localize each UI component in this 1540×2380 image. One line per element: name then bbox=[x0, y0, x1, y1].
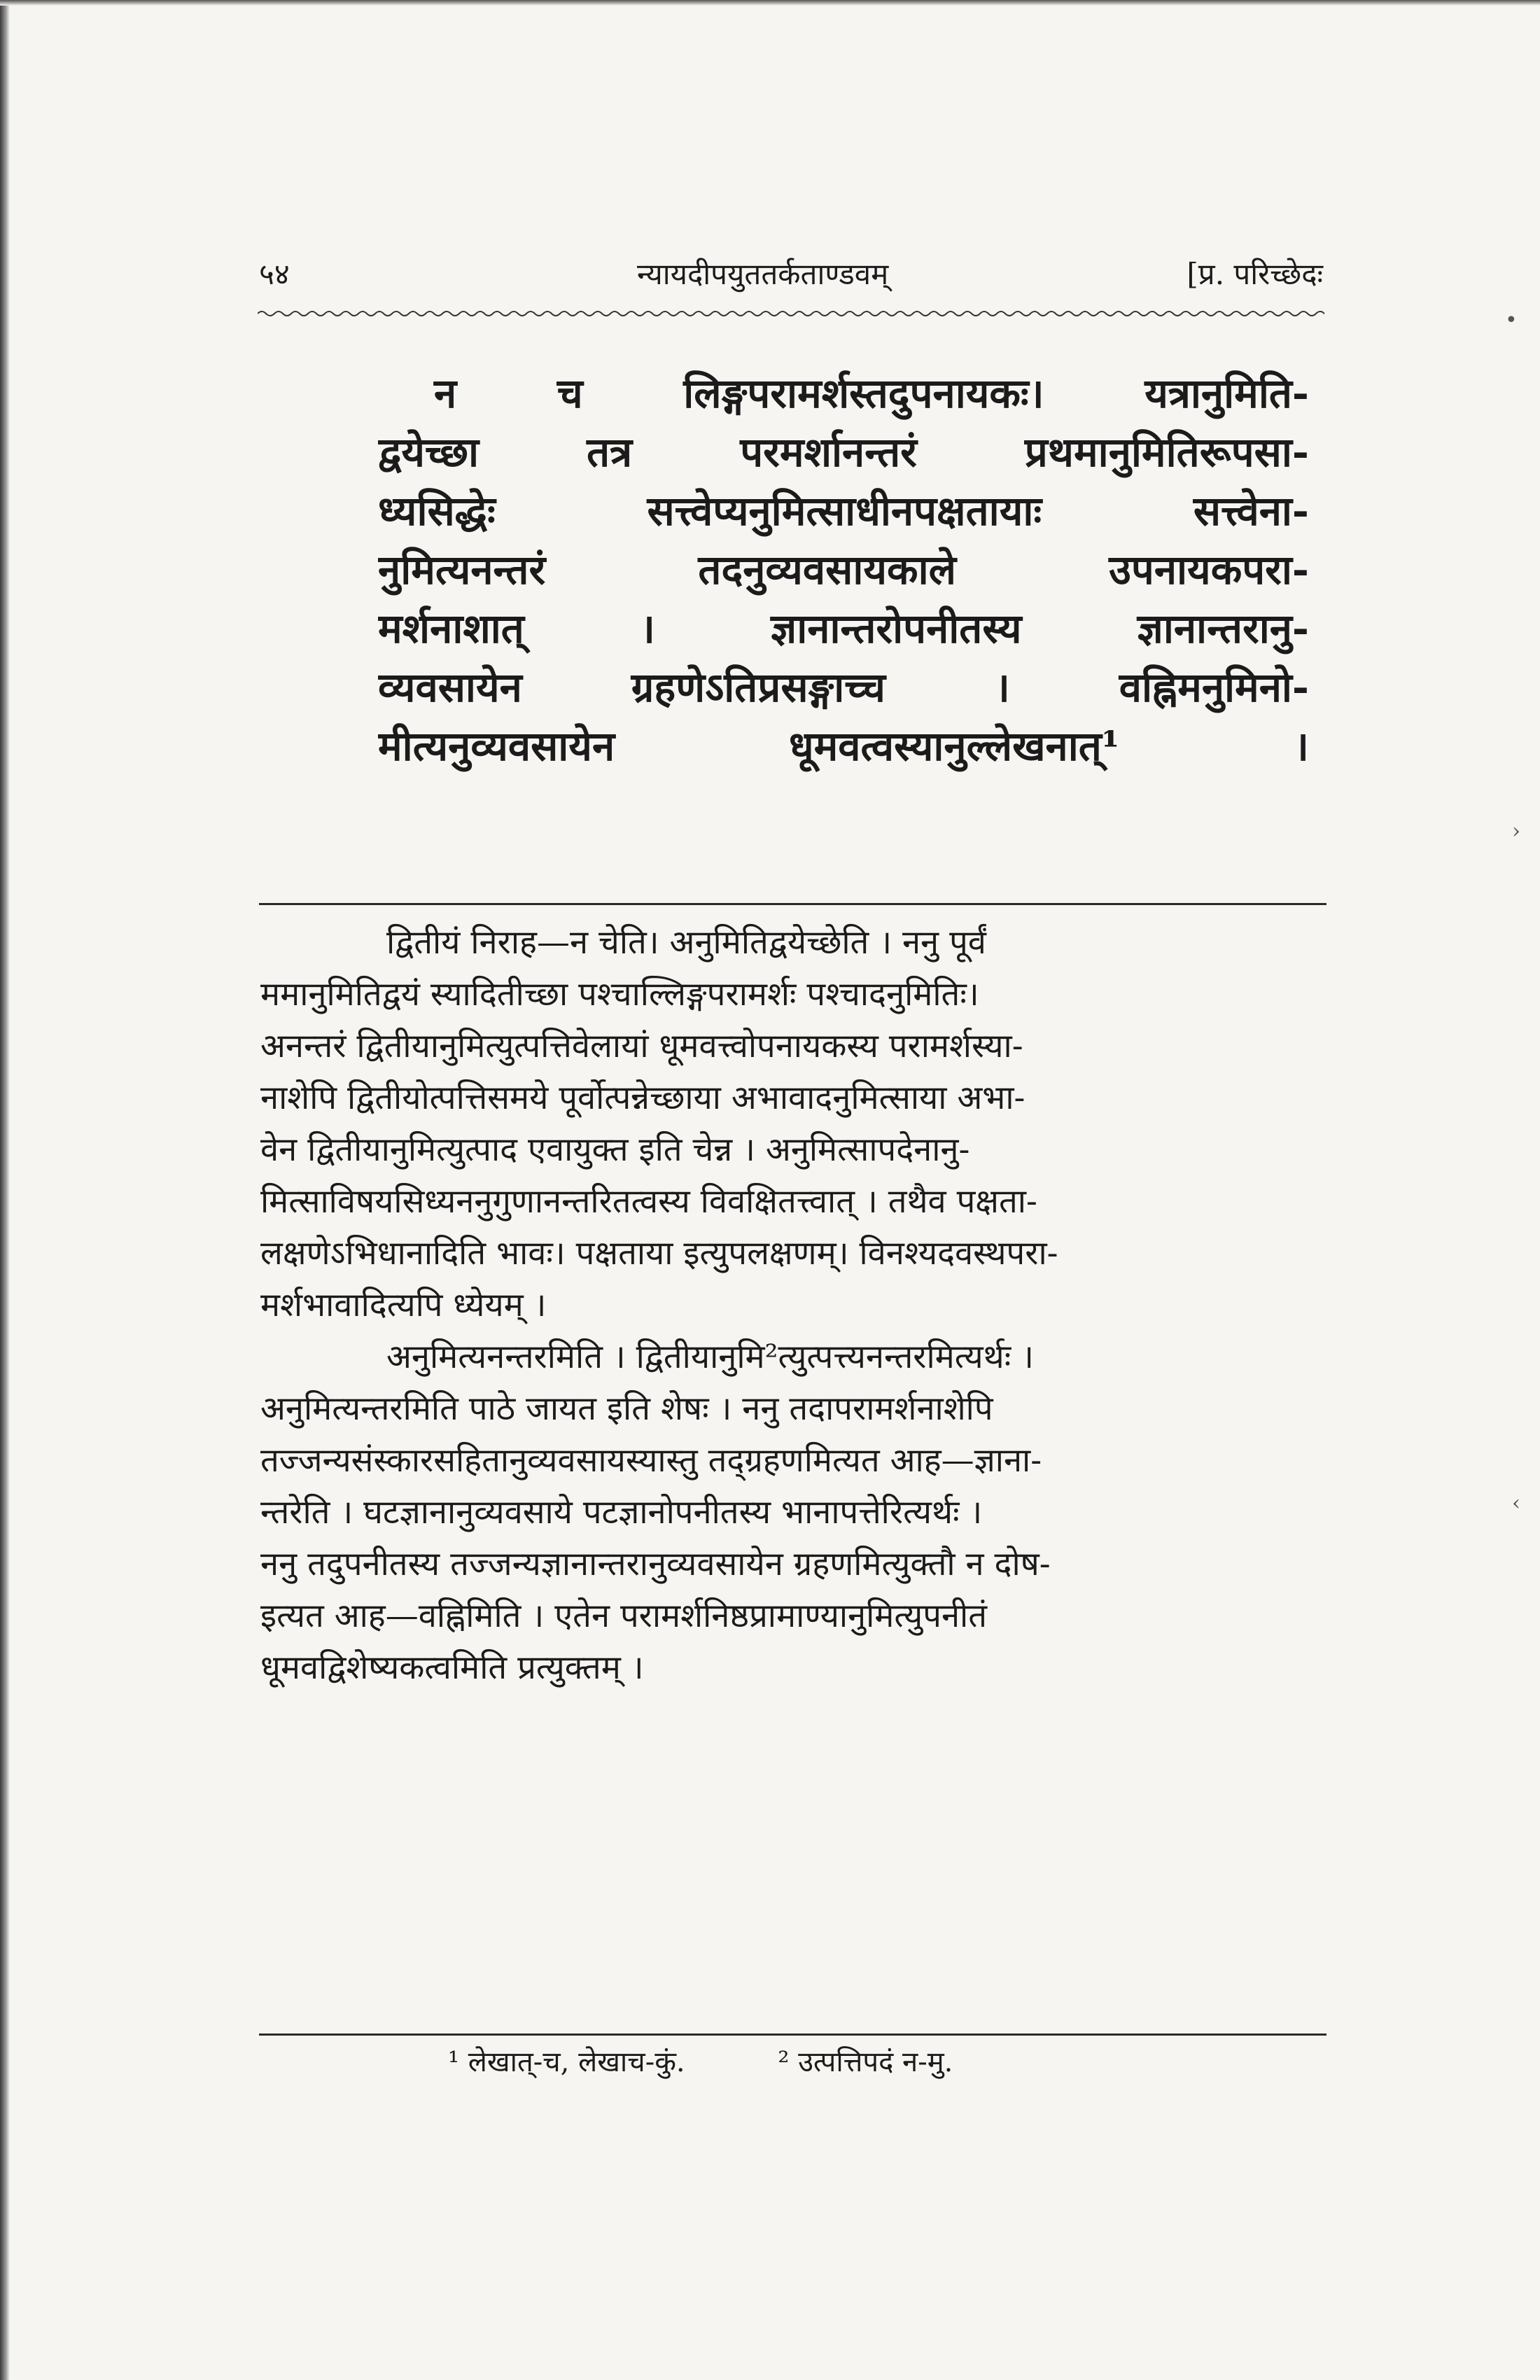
commentary-line: अनुमित्यनन्तरमिति । द्वितीयानुमि²त्युत्पत्त्यनन्तरमित्यर्थः । bbox=[386, 1338, 1034, 1376]
commentary-line: मर्शभावादित्यपि ध्येयम् । bbox=[260, 1286, 547, 1324]
verse-divider bbox=[259, 903, 1326, 905]
commentary-line: वेन द्वितीयानुमित्युत्पाद एवायुक्त इति चेन्न । अनुमित्सापदेनानु- bbox=[260, 1130, 970, 1169]
margin-speck: • bbox=[1505, 308, 1518, 332]
commentary-line: अनुमित्यन्तरमिति पाठे जायत इति शेषः । ननु तदापरामर्शनाशेपि bbox=[260, 1390, 993, 1428]
verse-line: न च लिङ्गपरामर्शस्तदुपनायकः। यत्रानुमिति- bbox=[434, 370, 1309, 417]
footnote-divider bbox=[259, 2033, 1326, 2036]
commentary-line: द्वितीयं निराह—न चेति। अनुमितिद्वयेच्छेति । ननु पूर्वं bbox=[386, 923, 986, 962]
verse-line: मर्शनाशात् । ज्ञानान्तरोपनीतस्य ज्ञानान्तरानु- bbox=[378, 605, 1309, 652]
commentary-line: मित्साविषयसिध्यननुगुणानन्तरितत्वस्य विवक्षितत्त्वात् । तथैव पक्षता- bbox=[260, 1182, 1037, 1221]
commentary-line: अनन्तरं द्वितीयानुमित्युत्पत्तिवेलायां धूमवत्त्वोपनायकस्य परामर्शस्या- bbox=[260, 1027, 1023, 1065]
commentary-text bbox=[260, 917, 1324, 1694]
margin-speck: ‹ bbox=[1512, 1491, 1520, 1516]
verse-text bbox=[378, 364, 1309, 776]
commentary-line: लक्षणेऽभिधानादिति भावः। पक्षताया इत्युपलक्षणम्। विनश्यदवस्थपरा- bbox=[260, 1234, 1058, 1273]
verse-line: ध्यसिद्धेः सत्त्वेप्यनुमित्साधीनपक्षतायाः सत्त्वेना- bbox=[378, 487, 1309, 535]
verse-line: व्यवसायेन ग्रहणेऽतिप्रसङ्गाच्च । वह्निमनुमिनो- bbox=[378, 664, 1309, 711]
running-title: न्यायदीपयुततर्कताण्डवम् bbox=[637, 257, 889, 291]
verse-line: द्वयेच्छा तत्र परमर्शानन्तरं प्रथमानुमितिरूपसा- bbox=[378, 428, 1309, 476]
margin-speck: › bbox=[1512, 819, 1520, 844]
commentary-line: धूमवद्विशेष्यकत्वमिति प्रत्युक्तम् । bbox=[260, 1648, 644, 1687]
footnotes bbox=[448, 2043, 1288, 2085]
commentary-line: तज्जन्यसंस्कारसहितानुव्यवसायस्यास्तु तद्ग्रहणमित्यत आह—ज्ञाना- bbox=[260, 1441, 1042, 1480]
commentary-line: नाशेपि द्वितीयोत्पत्तिसमये पूर्वोत्पन्नेच्छाया अभावादनुमित्साया अभा- bbox=[260, 1079, 1026, 1117]
commentary-line: न्तरेति । घटज्ञानानुव्यवसाये पटज्ञानोपनीतस्य भानापत्तेरित्यर्थः । bbox=[260, 1493, 983, 1532]
section-label: [प्र. परिच्छेदः bbox=[1186, 257, 1323, 291]
page-number: ५४ bbox=[259, 257, 290, 291]
commentary-line: इत्यत आह—वह्निमिति । एतेन परामर्शनिष्ठप्रामाण्यानुमित्युपनीतं bbox=[260, 1597, 988, 1635]
scan-edge-left bbox=[0, 0, 10, 2380]
scan-edge-top bbox=[0, 0, 1540, 6]
commentary-line: ननु तदुपनीतस्य तज्जन्यज्ञानान्तरानुव्यवसायेन ग्रहणमित्युक्तौ न दोष- bbox=[260, 1545, 1051, 1583]
wavy-rule bbox=[258, 308, 1324, 319]
footnote: ¹ लेखात्-च, लेखाच-कुं. bbox=[448, 2046, 685, 2078]
running-header bbox=[259, 253, 1323, 302]
verse-line: मीत्यनुव्यवसायेन धूमवत्वस्यानुल्लेखनात्¹ । bbox=[378, 722, 1309, 770]
verse-line: नुमित्यनन्तरं तदनुव्यवसायकाले उपनायकपरा- bbox=[378, 546, 1309, 594]
commentary-line: ममानुमितिद्वयं स्यादितीच्छा पश्चाल्लिङ्गपरामर्शः पश्चादनुमितिः। bbox=[260, 975, 979, 1014]
footnote: ² उत्पत्तिपदं न-मु. bbox=[778, 2046, 953, 2078]
